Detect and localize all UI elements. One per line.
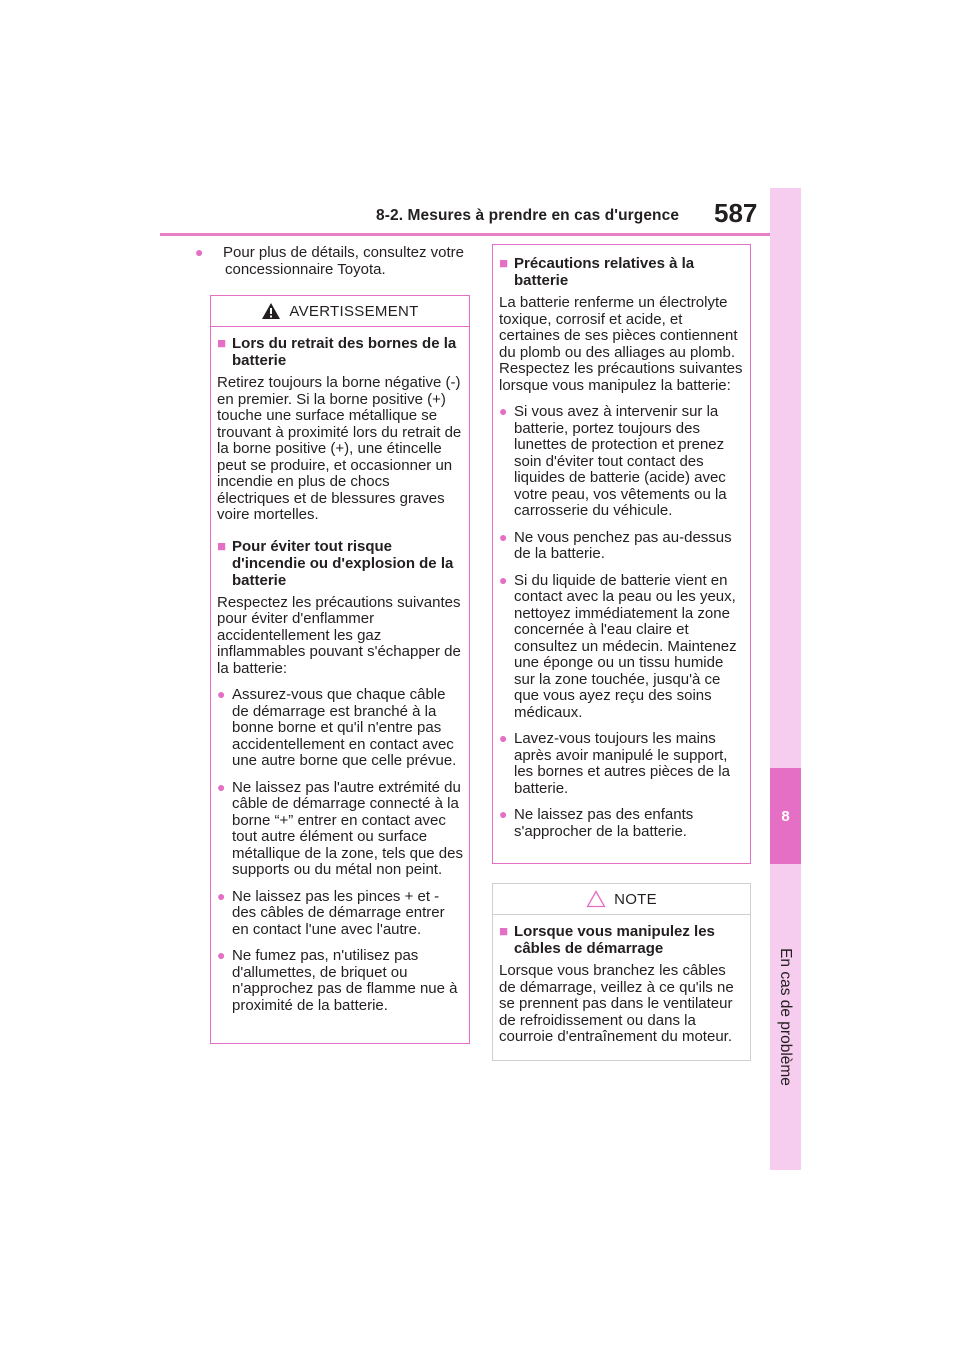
list-item: ● Lavez-vous toujours les mains après avoir manipulé le support, les bornes et autres pièces de la batterie. [499,730,730,797]
warning-paragraph-2: Respectez les précautions suivantes pour éviter d'enflammer accidentellement les gaz inflammables pouvant s'échapper de la batterie: [217,593,461,677]
list-item: ● Si du liquide de batterie vient en contact avec la peau ou les yeux, nettoyez immédiatement la zone concernée à l'eau claire et consultez un médecin. Maintenez une éponge ou un tissu humide sur la zone touchée, jusqu'à ce que vous ayez reçu des soins médicaux. [499,571,737,721]
square-bullet-icon: ■ [217,335,227,352]
precautions-paragraph: La batterie renferme un électrolyte toxique, corrosif et acide, et certaines de ses pièces contiennent du plomb ou des alliages au plomb. Respectez les précautions suivantes lorsque vous manipulez la batterie: [499,294,743,394]
list-item: ● Ne laissez pas l'autre extrémité du câble de démarrage connecté à la borne “+” entrer en contact avec tout autre élément ou surface métallique de la zone, tels que des supports ou du métal non peint. [217,778,463,878]
bullet-dot-icon: ● [217,887,226,904]
warning-paragraph-1: Retirez toujours la borne négative (-) en premier. Si la borne positive (+) touche une surface métallique se trouvant à proximité lors du retrait de la borne positive (+), une étincelle peut se produire, et occasionner un incendie en plus de chocs électriques et de blessures graves voire mortelles. [217,374,462,523]
bullet-dot-icon: ● [195,244,204,260]
warning-title: AVERTISSEMENT [289,302,419,320]
bullet-dot-icon: ● [217,947,226,963]
list-item: ● Ne fumez pas, n'utilisez pas d'allumettes, de briquet ou n'approchez pas de flamme nue à proximité de la batterie. [217,947,458,1014]
bullet-dot-icon: ● [499,730,508,746]
note-subheading: ■ Lorsque vous manipulez les câbles de démarrage [499,923,715,957]
list-item: ● Assurez-vous que chaque câble de démarrage est branché à la bonne borne et qu'il n'entre pas accidentellement en contact avec une autre borne que celle prévue. [217,686,457,769]
warning-subheading-1: ■ Lors du retrait des bornes de la batterie [217,335,457,369]
intro-text: Pour plus de détails, consultez votre concessionnaire Toyota. [223,244,464,278]
warning-box-body [211,327,469,1029]
warning-subheading-2: ■ Pour éviter tout risque d'incendie ou d'explosion de la batterie [217,537,454,589]
bullet-dot-icon: ● [217,778,226,795]
note-box [492,883,751,1061]
square-bullet-icon: ■ [499,255,509,272]
warning-box-header [211,296,469,327]
note-paragraph: Lorsque vous branchez les câbles de démarrage, veillez à ce qu'ils ne se prennent pas dans le ventilateur de refroidissement ou dans la courroie d'entraînement du moteur. [499,962,734,1045]
precautions-box [492,244,751,864]
square-bullet-icon: ■ [217,537,227,555]
caution-triangle-outline-icon [586,890,606,908]
bullet-dot-icon: ● [499,403,508,419]
intro-bullet [195,244,470,278]
warning-triangle-icon [261,302,281,320]
bullet-dot-icon: ● [217,686,226,702]
list-item: ● Ne vous penchez pas au-dessus de la batterie. [499,528,732,562]
bullet-dot-icon: ● [499,528,508,545]
note-box-body [493,915,750,1061]
header-divider [160,233,770,236]
chapter-number: 8 [781,807,790,825]
note-box-header [493,884,750,915]
chapter-number-badge [770,768,801,864]
bullet-dot-icon: ● [499,571,508,588]
page-number: 587 [714,198,758,228]
list-item: ● Ne laissez pas des enfants s'approcher de la batterie. [499,806,694,840]
chapter-title: En cas de problème [777,948,794,1086]
bullet-dot-icon: ● [499,806,508,822]
warning-box [210,295,470,1044]
list-item: ● Si vous avez à intervenir sur la batterie, portez toujours des lunettes de protection et prenez soin d'éviter tout contact des liquides de batterie (acide) avec votre peau, vos vêtements ou la carrosserie du véhicule. [499,403,727,519]
square-bullet-icon: ■ [499,923,509,940]
precautions-subheading: ■ Précautions relatives à la batterie [499,255,695,289]
note-title: NOTE [614,890,657,908]
section-title: 8-2. Mesures à prendre en cas d'urgence [376,207,680,224]
list-item: ● Ne laissez pas les pinces + et - des câbles de démarrage entrer en contact l'une avec l'autre. [217,887,445,938]
precautions-box-body [493,245,750,855]
